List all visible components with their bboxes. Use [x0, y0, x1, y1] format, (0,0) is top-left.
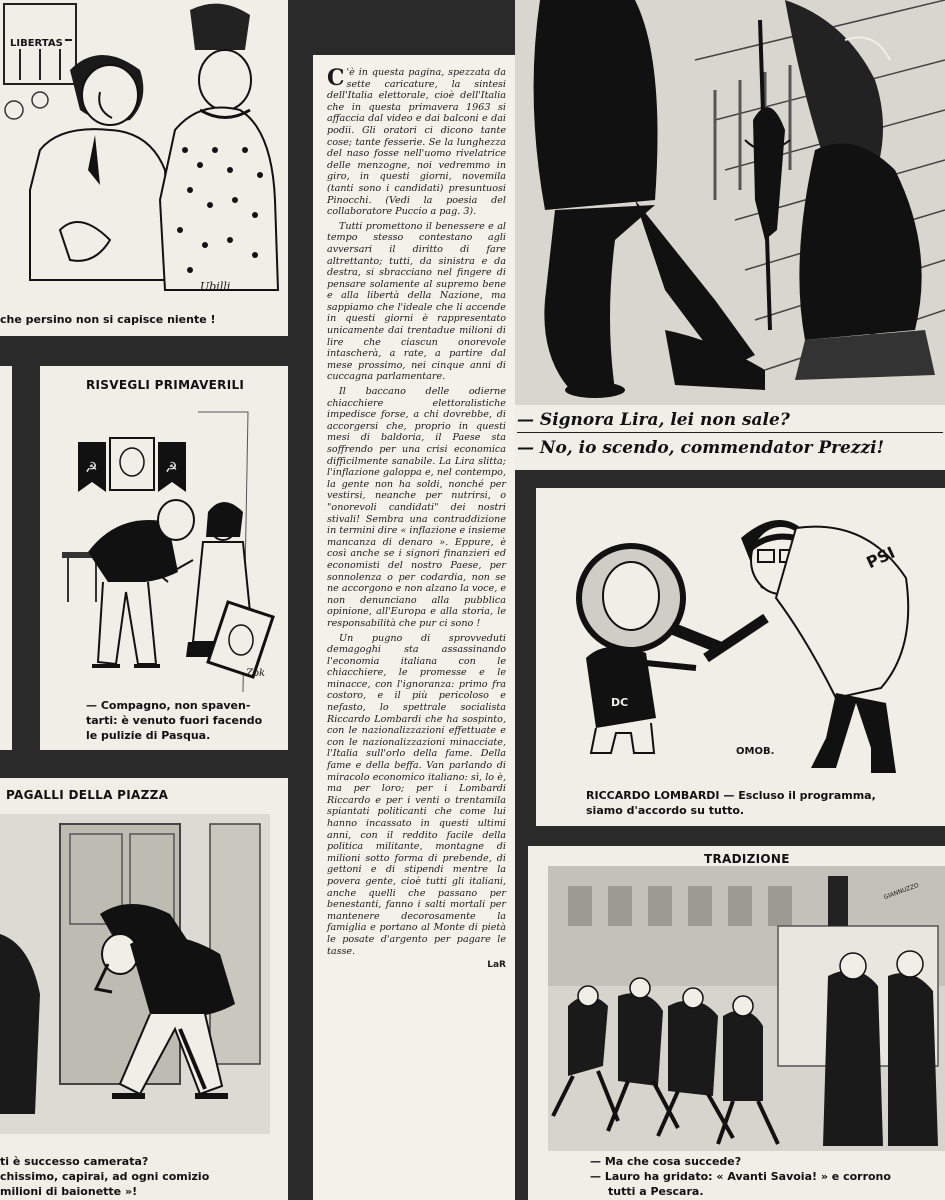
cartoon-lombardi-drawing: [536, 488, 945, 778]
cartoon-caption-line1: ti è successo camerata?: [0, 1155, 149, 1168]
cartoon-title: PAGALLI DELLA PIAZZA: [6, 788, 169, 802]
svg-text:☭: ☭: [165, 460, 178, 476]
cartoon-pappagalli-drawing: [0, 814, 270, 1134]
lira-rule: [517, 432, 943, 433]
lombardi-caption-line1: [586, 788, 876, 804]
cartoon-top-left-caption: che persino non si capisce niente !: [0, 313, 216, 326]
cartoon-caption-line1: — Compagno, non spaven-: [86, 699, 251, 712]
left-edge-panel-upper: [0, 366, 12, 750]
artist-signature: Ubilli: [200, 280, 231, 293]
cartoon-tradizione-drawing: [548, 866, 945, 1151]
cartoon-caption-line2: tarti: è venuto fuori facendo: [86, 714, 263, 727]
artist-signature: GIANNUZZO: [882, 881, 920, 902]
cartoon-lira: [515, 0, 945, 470]
tradizione-caption-line2: — Lauro ha gridato: « Avanti Savoia! » e corrono: [590, 1170, 891, 1183]
cartoon-caption-line2: chissimo, capirai, ad ogni comizio: [0, 1170, 210, 1183]
cartoon-pappagalli: [0, 778, 288, 1200]
cartoon-caption-line3: milioni di baionette »!: [0, 1185, 138, 1198]
artist-signature: Zok: [246, 668, 266, 679]
article-signature: LaR: [487, 960, 506, 971]
cartoon-top-left: [0, 0, 288, 336]
article-paragraph-1-text: 'è in questa pagina, spezzata da sette caricature, la sintesi dell'Italia elettorale, cioè dell'Italia che in questa primavera 1963 si affaccia dal video e dai balconi e dai podii. Gli oratori ci dicono tante cose; tante fesserie. Se la lunghezza del naso fosse nell'uomo rivelatrice delle menzogne, noi vedremmo in giro, in questi giorni, novemila (tanti sono i candidati) presuntuosi Pinocchi. (Vedi la poesia del collaboratore Puccio a pag. 3).: [327, 67, 506, 218]
armband-label: PSI: [863, 542, 898, 573]
article-paragraph-3: Il baccano delle odierne chiacchiere elettoralistiche impedisce forse, a chi dovrebbe, di accorgersi che, proprio in questi mesi di baldoria, il Paese sta soffrendo per una crisi economica difficilmente sanabile. La Lira slitta; l'inflazione galoppa e, nel contempo, la gente non ha soldi, nonché per vestirsi, neanche per nutrirsi, o "onorevoli candidati" dei nostri stivali! Sembra una contraddizione in termini dire « inflazione e insieme mancanza di denaro ». Eppure, è così anche se i signori finanzieri ed economisti del nostro Paese, per sonnolenza o per codardia, non se ne accorgono e non alzano la voce, e non denunciano alla pubblica opinione, all'Europa e alla storia, le responsabilità che pur ci sono !: [327, 386, 506, 629]
cartoon-title: TRADIZIONE: [698, 852, 796, 866]
article-column: [313, 55, 515, 1200]
lira-dialog-line2: — No, io scendo, commendator Prezzi!: [517, 438, 885, 458]
dc-label: DC: [611, 696, 629, 709]
article-dropcap: C: [327, 65, 345, 91]
article-paragraph-2: Tutti promettono il benessere e al tempo stesso contestano agli avversari il diritto di fare altrettanto; tutti, da sinistra e da destra, si sbracciano nel fingere di pensare solamente al supremo bene e alla libertà della Nazione, ma sappiamo che l'ideale che li accende in questi giorni è rappresentato unicamente dai trentadue milioni di lire che ciascun onorevole intascherà, a rate, a partire dal mese prossimo, nei cinque anni di cuccagna parlamentare.: [327, 220, 506, 383]
artist-signature: OMOB.: [736, 746, 775, 757]
lira-dialog-line1: — Signora Lira, lei non sale?: [517, 410, 790, 430]
cartoon-risvegli-primaverili: [40, 366, 288, 750]
cartoon-lombardi: [536, 488, 945, 826]
cartoon-lira-drawing: [515, 0, 945, 405]
article-paragraph-1: [327, 67, 506, 218]
svg-text:☭: ☭: [85, 460, 98, 476]
lombardi-caption-name: RICCARDO LOMBARDI: [586, 789, 720, 802]
article-paragraph-4: Un pugno di sprovveduti demagoghi sta assassinando l'economia italiana con le chiacchiere, le promesse e le minacce, con l'ignoranza: primo fra costoro, e il più pericoloso e nefasto, lo spettrale socialista Riccardo Lombardi che ha sospinto, con le nazionalizzazioni effettuate e con le nazionalizzazioni minacciate, l'Italia sull'orlo della fame. Della fame e della beffa. Van parlando di miracolo economico italiano: sì, lo è, ma per loro; per i Lombardi Riccardo e per i venti o trentamila spiantati politicanti che come lui hanno incassato in questi ultimi anni, con il reddito facile della politica militante, montagne di milioni sotto forma di prebende, di gettoni e di stipendi mentre la povera gente, cioè tutti gli italiani, anche quelli che passano per benestanti, fanno i salti mortali per mantenere decorosamente la famiglia e portano al Monte di pietà le posate d'argento per pagare le tasse.: [327, 632, 506, 957]
lombardi-caption-text: — Escluso il programma,: [723, 789, 876, 802]
cartoon-risvegli-drawing: [48, 402, 280, 692]
cartoon-caption-line3: le pulizie di Pasqua.: [86, 729, 211, 742]
lombardi-caption-line2: siamo d'accordo su tutto.: [586, 804, 745, 817]
poster-sign-text: LIBERTAS: [10, 38, 63, 49]
tradizione-caption-line1: — Ma che cosa succede?: [590, 1155, 742, 1168]
cartoon-tradizione: [528, 846, 945, 1200]
cartoon-title: RISVEGLI PRIMAVERILI: [86, 378, 245, 392]
tradizione-caption-line3: tutti a Pescara.: [608, 1185, 704, 1198]
